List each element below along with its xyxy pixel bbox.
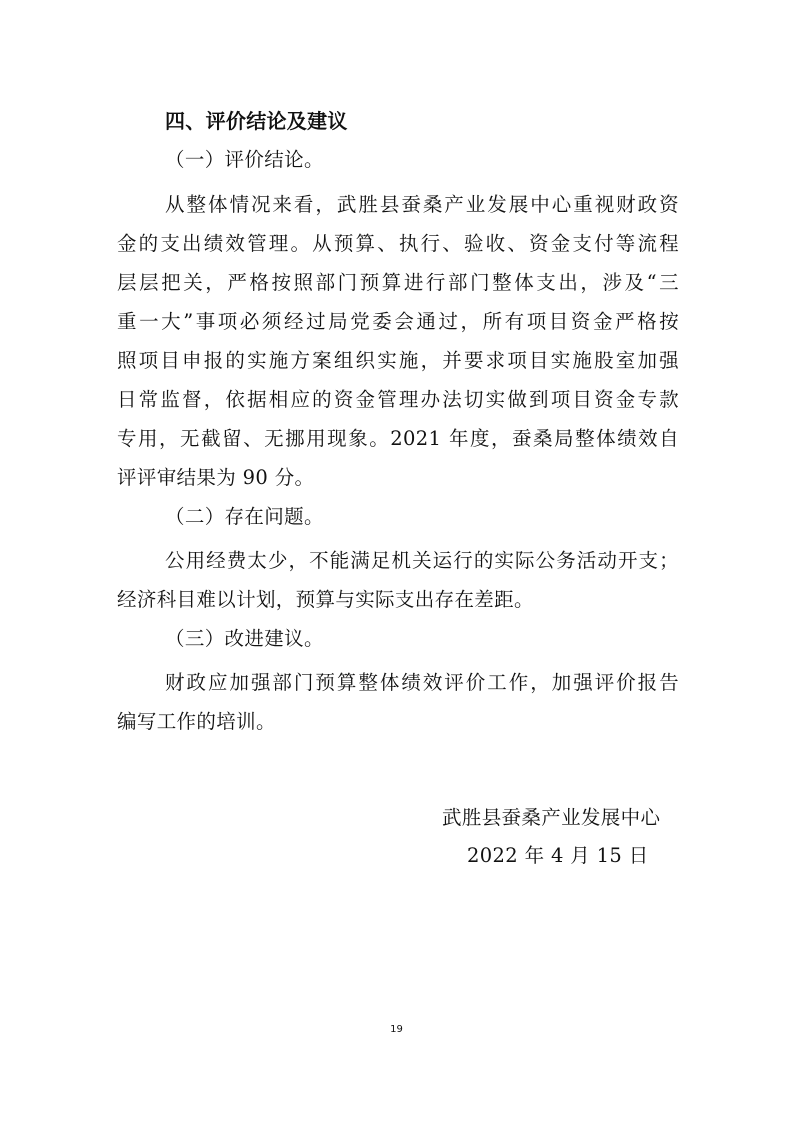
subsection-title-problems: （二）存在问题。 [165,505,324,528]
paragraph-line: 金的支出绩效管理。从预算、执行、验收、资金支付等流程 [117,232,679,255]
paragraph-line: 层层把关，严格按照部门预算进行部门整体支出，涉及“三 [117,271,679,294]
paragraph-line: 编写工作的培训。 [117,710,276,733]
paragraph-line: 从整体情况来看，武胜县蚕桑产业发展中心重视财政资 [165,193,679,216]
paragraph-line: 经济科目难以计划，预算与实际支出存在差距。 [117,588,534,611]
paragraph-line: 重一大”事项必须经过局党委会通过，所有项目资金严格按 [117,310,679,333]
paragraph-line: 日常监督，依据相应的资金管理办法切实做到项目资金专款 [117,388,679,411]
subsection-title-conclusion: （一）评价结论。 [165,148,324,171]
paragraph-line: 专用，无截留、无挪用现象。2021 年度，蚕桑局整体绩效自 [117,427,679,450]
subsection-title-suggestions: （三）改进建议。 [165,627,324,650]
paragraph-line: 公用经费太少，不能满足机关运行的实际公务活动开支； [165,549,679,572]
paragraph-line: 照项目申报的实施方案组织实施，并要求项目实施股室加强 [117,349,679,372]
page-number: 19 [390,1024,403,1035]
section-heading: 四、评价结论及建议 [165,109,348,133]
paragraph-line: 评评审结果为 90 分。 [117,466,315,489]
signature-date: 2022 年 4 月 15 日 [467,844,649,867]
signature-organization: 武胜县蚕桑产业发展中心 [442,806,661,829]
paragraph-line: 财政应加强部门预算整体绩效评价工作，加强评价报告 [165,671,679,694]
